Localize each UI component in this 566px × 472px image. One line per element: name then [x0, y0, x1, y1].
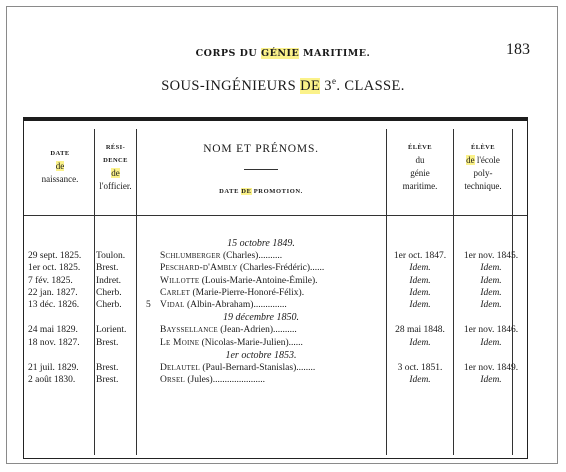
eleve-genie-date: Idem.: [409, 275, 431, 286]
birth-date: 24 mai 1829.: [28, 325, 78, 336]
leader-dots: ..........: [273, 325, 297, 336]
birth-date: 1er oct. 1825.: [28, 263, 81, 274]
residence: Lorient.: [96, 325, 127, 336]
officer-name: [160, 324, 384, 336]
officer-name: [160, 362, 384, 374]
birth-date: 21 juil. 1829.: [28, 363, 79, 374]
header-eleve-genie: ÉLÈVE du génie maritime.: [402, 144, 438, 191]
residence: Cherb.: [96, 287, 122, 298]
given-names: (Albin-Abraham): [184, 300, 254, 311]
given-names: (Nicolas-Marie-Julien): [199, 337, 289, 348]
header-promotion-date: DATE DE PROMOTION.: [219, 188, 303, 195]
header-birth-date: DATE de naissance.: [41, 150, 79, 184]
header-name-rule: [244, 169, 278, 170]
header-rule: [24, 215, 527, 216]
table-row: [24, 299, 529, 311]
birth-date: 7 fév. 1825.: [28, 275, 73, 286]
running-head: CORPS DU GÉNIE MARITIME.: [195, 48, 371, 59]
residence: Indret.: [96, 275, 122, 286]
eleve-genie-date: 1er oct. 1847.: [393, 251, 447, 261]
eleve-genie-date: Idem.: [409, 337, 431, 348]
header-name: NOM ET PRÉNOMS.: [203, 143, 319, 155]
leader-dots: ..............: [253, 300, 287, 311]
officer-name: [160, 374, 384, 386]
eleve-polytechnique-date: Idem.: [480, 337, 502, 348]
birth-date: 18 nov. 1827.: [28, 337, 80, 348]
officer-name: [160, 250, 384, 262]
surname: Carlet: [160, 287, 191, 298]
promotion-date-heading: 19 décembre 1850.: [223, 312, 299, 324]
eleve-polytechnique-date: Idem.: [480, 275, 502, 286]
header-eleve-polytechnique: ÉLÈVE de l'école poly- technique.: [464, 144, 502, 191]
eleve-polytechnique-date: Idem.: [480, 263, 502, 274]
table-row: [24, 324, 529, 336]
eleve-polytechnique-date: Idem.: [480, 375, 502, 386]
officer-name: [160, 287, 384, 299]
table-row: [24, 337, 529, 349]
given-names: (Marie-Pierre-Honoré-Félix): [190, 287, 302, 298]
officer-name: [160, 262, 384, 274]
birth-date: 13 déc. 1826.: [28, 300, 80, 311]
birth-date: 2 août 1830.: [28, 375, 76, 386]
birth-date: 29 sept. 1825.: [28, 251, 82, 261]
table-row: [24, 275, 529, 287]
leader-dots: ........: [296, 363, 316, 374]
surname: Orsel: [160, 375, 185, 386]
page-title: SOUS-INGÉNIEURS DE 3e. CLASSE.: [161, 76, 405, 94]
residence: Brest.: [96, 375, 119, 386]
leader-dots: .: [301, 287, 305, 298]
row-number: 5: [146, 300, 151, 311]
table-row: [24, 374, 529, 386]
eleve-genie-date: 28 mai 1848.: [395, 325, 445, 336]
table-body: [24, 237, 529, 387]
eleve-polytechnique-date: 1er nov. 1849.: [463, 363, 519, 374]
table-row: [24, 250, 529, 262]
table-row: [24, 287, 529, 299]
leader-dots: .: [315, 275, 318, 286]
eleve-genie-date: Idem.: [409, 263, 431, 274]
table-row: [24, 262, 529, 274]
surname: Peschard-d'Ambly: [160, 263, 238, 274]
birth-date: 22 jan. 1827.: [28, 287, 78, 298]
surname: Schlumberger: [160, 251, 221, 261]
given-names: (Jean-Adrien): [217, 325, 274, 336]
eleve-polytechnique-date: Idem.: [480, 287, 502, 298]
surname: Vidal: [160, 300, 185, 311]
eleve-polytechnique-date: 1er nov. 1845.: [463, 251, 519, 261]
surname: Willotte: [160, 275, 200, 286]
leader-dots: ......: [288, 337, 303, 348]
leader-dots: ..........: [258, 251, 283, 261]
officer-table: [23, 117, 528, 459]
residence: Brest.: [96, 263, 119, 274]
surname: Delautel: [160, 363, 200, 374]
eleve-polytechnique-date: Idem.: [480, 300, 502, 311]
leader-dots: ......: [310, 263, 325, 274]
residence: Brest.: [96, 337, 119, 348]
given-names: (Charles): [220, 251, 259, 261]
header-residence: RÉSI- DENCE de l'officier.: [99, 144, 132, 191]
eleve-genie-date: 3 oct. 1851.: [397, 363, 443, 374]
table-row: [24, 362, 529, 374]
eleve-genie-date: Idem.: [409, 375, 431, 386]
residence: Brest.: [96, 363, 119, 374]
surname: Bayssellance: [160, 325, 218, 336]
given-names: (Jules): [184, 375, 213, 386]
surname: Le Moine: [160, 337, 200, 348]
officer-name: [160, 299, 384, 311]
eleve-polytechnique-date: 1er nov. 1846.: [463, 325, 519, 336]
promotion-date-heading: 15 octobre 1849.: [227, 238, 295, 249]
promotion-date-heading: 1er octobre 1853.: [225, 350, 297, 362]
officer-name: [160, 337, 384, 349]
eleve-genie-date: Idem.: [409, 287, 431, 298]
given-names: (Louis-Marie-Antoine-Émile): [199, 275, 316, 286]
officer-name: [160, 275, 384, 287]
given-names: (Charles-Frédéric): [237, 263, 311, 274]
page-number: 183: [506, 41, 530, 58]
given-names: (Paul-Bernard-Stanislas): [199, 363, 297, 374]
residence: Toulon.: [96, 251, 126, 261]
residence: Cherb.: [96, 300, 122, 311]
leader-dots: ......................: [212, 375, 265, 386]
eleve-genie-date: Idem.: [409, 300, 431, 311]
